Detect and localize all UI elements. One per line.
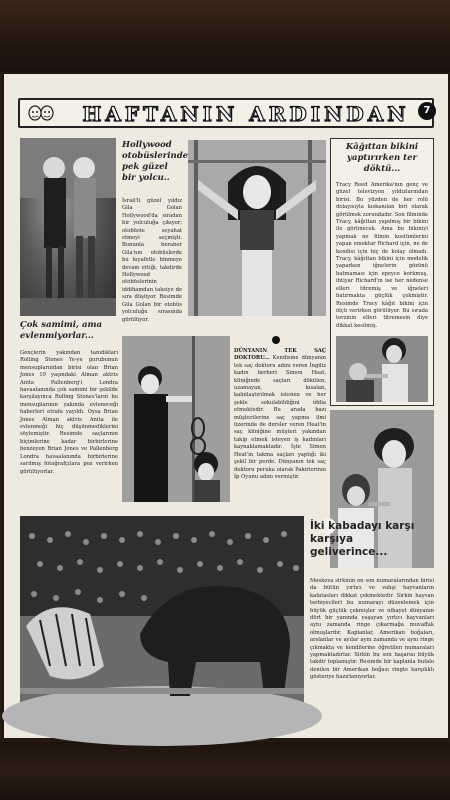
section-header [18, 98, 434, 128]
article-stones: Gençlerin yakından tanıdıkları Rolling Stones Ye-ye gurubunun mensuplarından birisi olan Brian Jones 19 yaşındaki Alman aktris Anita Pallenberg'i Londra havaalanında çok samimi bir şekilde karşılayınca Rolling Stones'ların bu mensuplarının yakında evleneceği haberleri etrafa yayıldı. Oysa Brian Jones Alman aktris Anita ile evlenmeği hiç düşünmediklerini söylemiştir. Resimde saçlarının biçimlerine kadar birbirlerine benzeyen Brian Jones ve Pallenberg Londra havaalanında birbirlerine sarılmış fotoğrafçılara poz verirken görülüyorlar. [20, 350, 118, 475]
faces-logo-icon [26, 103, 56, 123]
headline-circus: İki kabadayı karşı karşıya geliverince... [310, 520, 415, 558]
bullet-dot-1 [272, 336, 280, 344]
headline-stones: Çok samimi, ama evlenmiyorlar... [20, 320, 102, 341]
photo-bikini-fitting [336, 336, 428, 402]
photo-woman-bus [188, 140, 326, 316]
article-hairdresser [234, 348, 326, 502]
article-bus: İsrail'li güzel yıldız Gila Golan Hollywood'da sıradan bir yolculuğa çıkıyor; otobüste seyahat etmeyi seçmişti. Bununla beraber Gila'nın otobüslerde bu kıyafetle binmeye devam ettiği, takdirde Hollywood otobüslerinin iddihamdan taksiye de sıra düşüyor. Resimde Gila Golan bir otobüs yolculuğu sırasında görülüyor. [122, 198, 182, 323]
background-surface-bottom [0, 742, 450, 800]
headline-paper-bikini: Kâğıttan bikini yaptırırken ter döktü... [345, 142, 419, 174]
headline-hairdresser: DÜNYANIN TEK SAÇ DOKTORU... [234, 348, 326, 362]
section-title: HAFTANIN ARDINDAN [82, 102, 410, 126]
photo-circus-ring [20, 516, 304, 730]
magazine-page [4, 74, 448, 738]
headline-bus: Hollywood otobüslerinde pek güzel bir yolcu.. [122, 140, 189, 183]
photo-couple-airport [122, 336, 230, 502]
photo-couple-street [20, 138, 116, 316]
page-number: 7 [418, 102, 436, 120]
article-circus: Moskova sirkinin en son numaralarından birisi da bütün yırtıcı ve vahşi hayvanların kafatasları dikkat çekmektedir. Sirkin hayvan terbiyecileri bu numarayı düzenlemek için büyük güçlük çekmişler ve nihayet dünyanın dört bir yanında yaşayan yırtıcı hayvanları aynı zamanda ringe çıkarmağa muvaffak olmuşlardır. Kaplanlar, Amerikan boğaları, arslanlar ve ayılar aynı zamanda ve aynı ringe çıkmakta ve kendilerine öğretilen numaraları yapmaktadırlar. Sirkin bu son başarısı büyük takdir toplamıştır. Resimde bir kaplanla bufalo denilen bir Amerikan boğası ringte karşılıklı gösteriye hazırlanıyorlar. [310, 578, 434, 681]
background-surface-top [0, 0, 450, 72]
article-hairdresser-body: Kendisine dünyanın tek saç doktoru adını veren İngiliz kadın berberi Simon Heat, kliniğinde saçları dökülen, uzamayan, kısalan, kalınlaştırılmak istenen ve her şekle sokulabildiğini iddia etmektedir. Bu arada bazı müşterilerine saç yapma ilmi üzerinde de dersler veren Heat'in saç kliniğine müşteri yakından takip etmek isteyen iş kadınları kaynaklamaktadır. İşte Simon Heat'in takma saçları yaptığı iki şekil bir perde. Dünyanın tek saç doktoru peruka olarak Pakirlerinin İp Oyunu adını vermiştir. [234, 355, 326, 480]
article-paper-bikini: Tracy Reed Amerika'nın genç ve güzel televizyon yıldızlarından birisi. Bu yüzden de her rolü dolayısıyla kıskanılan biri olarak görülmek zorundadır. Son filminde Tracy, kâğıttan yapılmış bir bikini ile görünecek. Ama bu bikiniyi yapmak ne filmin kostümlerini yapan emektar Richard için, ne de kendisi için hiç de kolay olmadı. Tracy, kâğıttan bikini için modelik yaparken iğnelerin gözünü batmaması için epeyce korkmuş, ihtiyar Richard'ın ise her nedense elleri titremiş ve iğneleri batırmakta güçlük çekmiştir. Resimde Tracy kâğıt bikini için ölçü verirken görülüyor. Bu sırada terzinin elleri titremesin diye dikkat kesilmiş. [336, 182, 428, 329]
